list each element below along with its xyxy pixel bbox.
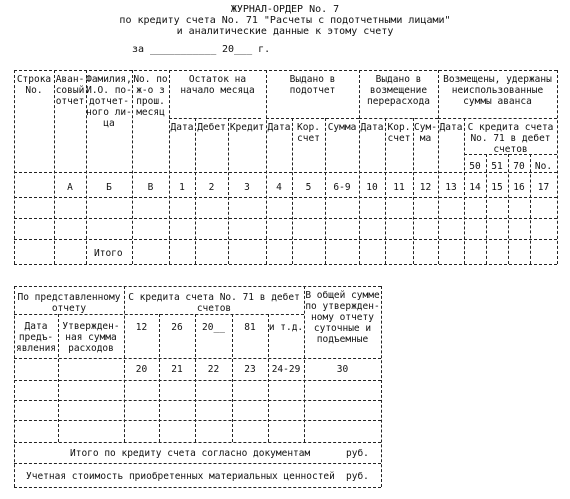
t2-grp-total: В общей сумме по утвержден-ному отчету суточные и подъемные <box>305 290 380 345</box>
t2-header-bottom <box>14 358 381 359</box>
t2-itogo-docs: Итого по кредиту счета согласно документам <box>70 448 311 459</box>
t1-colnum: А <box>67 182 73 193</box>
t2-sub-sum: Утвержден-ная сумма расходов <box>62 321 120 354</box>
t1-sub-data-4: Дата <box>439 122 463 133</box>
t1-col-avans: Аван-совый отчет <box>55 74 85 107</box>
t1-sub-data-2: Дата <box>267 122 291 133</box>
t1-sub-sum-ma: Сум-ма <box>414 122 437 144</box>
t2-grp-report: По представленному отчету <box>17 292 121 314</box>
t2-colnum: 23 <box>244 364 256 375</box>
period-year: 20___ г. <box>222 44 271 55</box>
t2-vline-sub <box>268 314 269 442</box>
t1-colnum: Б <box>106 182 112 193</box>
t1-sub-rule-ostatok <box>169 118 261 119</box>
t1-colnum: 17 <box>537 182 550 193</box>
t2-sub-date: Дата предъ-явления <box>15 321 57 354</box>
t2-colnum: 30 <box>336 364 349 375</box>
t1-sub-kredit-scheta: С кредита счета No. 71 в дебет счетов <box>467 122 554 155</box>
t1-colnum: 3 <box>244 182 250 193</box>
period-prefix: за <box>132 44 145 55</box>
t1-colnum: 13 <box>445 182 457 193</box>
t2-row-rule-4 <box>14 442 381 443</box>
journal-title: ЖУРНАЛ-ОРДЕР No. 7 <box>230 4 340 15</box>
t2-row-rule-5 <box>14 463 381 464</box>
t2-acc-etc: и т.д. <box>268 322 304 333</box>
t1-colnum: 4 <box>276 182 282 193</box>
t2-colnum: 20 <box>135 364 148 375</box>
t1-sub-rule-vozm <box>438 118 557 119</box>
t2-colnum: 22 <box>207 364 220 375</box>
t1-acc-70: 70 <box>513 161 525 172</box>
t1-vline <box>169 70 170 264</box>
t2-rub-1: руб. <box>346 448 369 459</box>
t2-acc-20: 20__ <box>202 322 225 333</box>
t1-row-rule-1 <box>14 197 557 198</box>
t1-bottom-border <box>14 264 557 265</box>
t2-row-rule-2 <box>14 400 381 401</box>
t1-colnum: 16 <box>513 182 525 193</box>
t1-col-no: No. по ж-о з прош. месяц <box>133 74 168 118</box>
t1-sub-summa: Сумма <box>327 122 357 133</box>
t1-sub-data-3: Дата <box>360 122 384 133</box>
t2-grp-kredit: С кредита счета No. 71 в дебет счетов <box>128 292 300 314</box>
t1-colnum: 10 <box>366 182 378 193</box>
t1-grp-ostatok: Остаток на начало месяца <box>180 74 255 96</box>
t1-vline <box>14 70 15 264</box>
t1-colnum: 11 <box>393 182 405 193</box>
t1-colnum: 14 <box>469 182 481 193</box>
period-blank: ___________ <box>150 44 217 55</box>
t1-acc-50: 50 <box>469 161 481 172</box>
t2-acc-12: 12 <box>135 322 148 333</box>
t2-top-border <box>14 286 381 287</box>
t2-colnum: 21 <box>171 364 183 375</box>
t1-colnum: 15 <box>491 182 503 193</box>
journal-subtitle: по кредиту счета No. 71 "Расчеты с подотчетными лицами" <box>119 15 451 26</box>
t1-grp-vydano: Выдано в подотчет <box>289 74 336 96</box>
t2-vline-sub <box>232 314 233 442</box>
t2-vline-sub <box>195 314 196 442</box>
t2-row-rule-1 <box>14 380 381 381</box>
t1-row-rule-3 <box>14 239 557 240</box>
t1-colnum: В <box>147 182 154 193</box>
t2-bottom-border <box>14 487 381 488</box>
t1-grp-vozmesheny: Возмещены, удержаны неиспользованные суммы аванса <box>443 74 552 107</box>
t1-colnum: 2 <box>208 182 215 193</box>
journal-subtitle-2: и аналитические данные к этому счету <box>176 26 394 37</box>
t1-row-rule-2 <box>14 218 557 219</box>
t1-sub-debet: Дебет <box>197 122 226 133</box>
t2-row-rule-3 <box>14 420 381 421</box>
t2-rub-2: руб. <box>346 471 369 482</box>
t1-sub-kor: Кор. счет <box>387 122 411 144</box>
t1-acc-no: No. <box>534 161 553 172</box>
t1-header-bottom <box>14 172 557 173</box>
t1-itogo: Итого <box>94 248 123 259</box>
t1-sub-data: Дата <box>170 122 194 133</box>
t1-sub-kredit: Кредит <box>229 122 265 133</box>
t2-uchetnaya: Учетная стоимость приобретенных материальных ценностей <box>26 471 335 482</box>
t1-sub-rule-vydano <box>266 118 359 119</box>
t1-colnum: 1 <box>179 182 185 193</box>
t2-vline <box>381 286 382 487</box>
t1-sub-kor-schet: Кор. счет <box>297 122 320 144</box>
t1-top-border <box>14 70 557 71</box>
t2-acc-26: 26 <box>171 322 183 333</box>
t1-colnum: 5 <box>305 182 312 193</box>
t2-acc-81: 81 <box>244 322 256 333</box>
t1-vline <box>557 70 558 264</box>
t1-colnum: 6-9 <box>333 182 351 193</box>
t1-col-stroka: Строка No. <box>16 74 52 96</box>
t2-colnum: 24-29 <box>271 364 301 375</box>
t1-vline <box>266 70 267 264</box>
t1-sub-rule-pererashod <box>359 118 438 119</box>
t1-colnum: 12 <box>419 182 432 193</box>
t1-grp-pererashod: Выдано в возмещение перерасхода <box>367 74 430 107</box>
t1-col-fio: Фамилия, И.О. по-дотчет-ного ли-ца <box>86 74 132 129</box>
t2-vline-sub <box>159 314 160 442</box>
t2-vline <box>14 286 15 487</box>
t1-acc-51: 51 <box>491 161 503 172</box>
